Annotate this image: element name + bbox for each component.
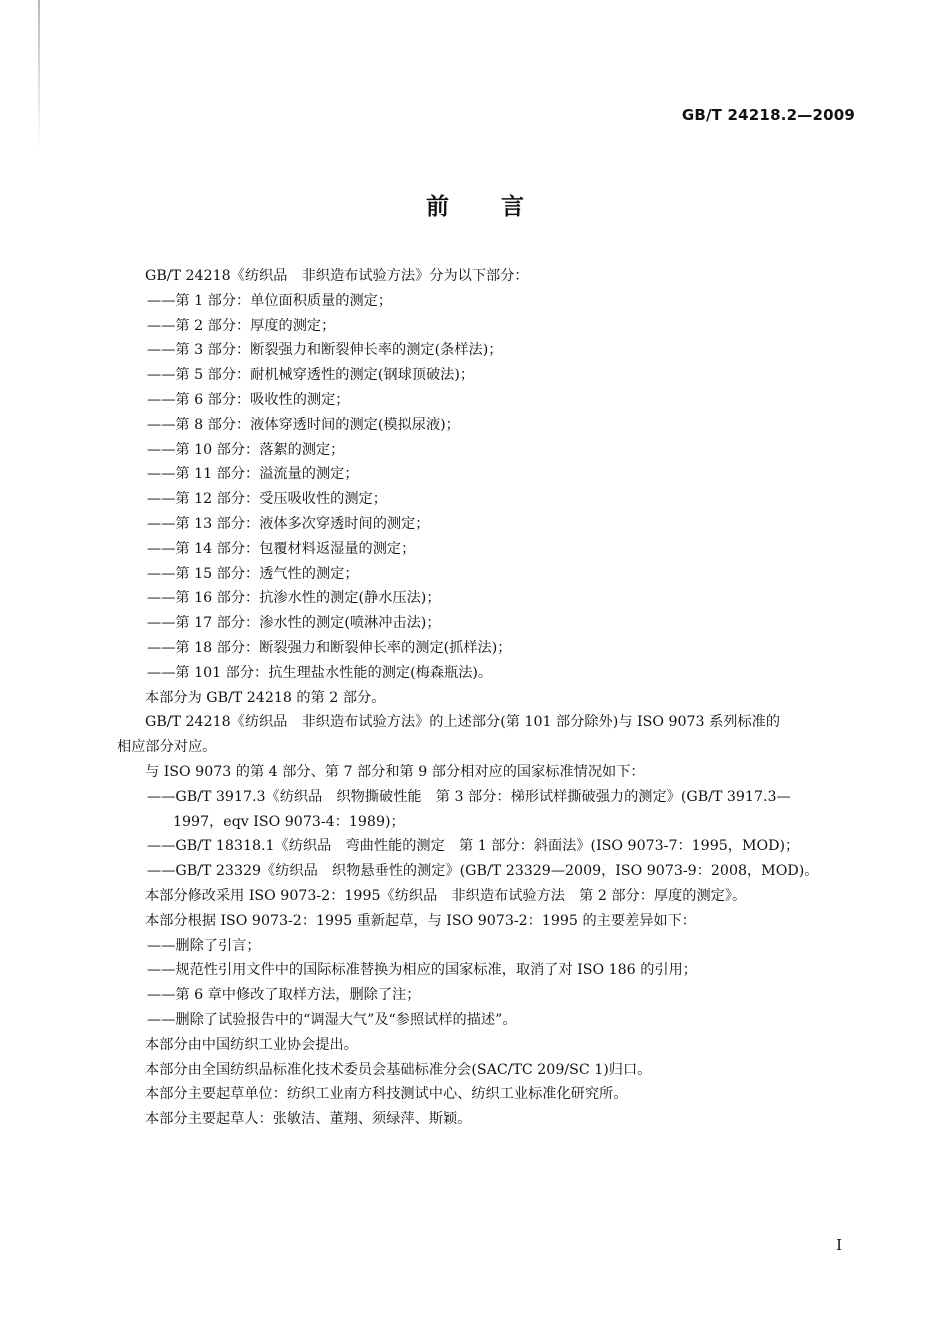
- national-standard-item: ——GB/T 18318.1《纺织品 弯曲性能的测定 第 1 部分：斜面法》(ISO 9073-7：1995，MOD)；: [147, 838, 800, 855]
- part-list-item: ——第 16 部分：抗渗水性的测定(静水压法)；: [147, 590, 441, 607]
- centralized-by-paragraph: 本部分由全国纺织品标准化技术委员会基础标准分会(SAC/TC 209/SC 1)归口。: [145, 1061, 652, 1078]
- proposed-by-paragraph: 本部分由中国纺织工业协会提出。: [145, 1036, 358, 1053]
- part-list-item: ——第 8 部分：液体穿透时间的测定(模拟尿液)；: [147, 416, 460, 433]
- part-list-item: ——第 101 部分：抗生理盐水性能的测定(梅森瓶法)。: [147, 664, 493, 681]
- part-list-item: ——第 6 部分：吸收性的测定；: [147, 391, 350, 408]
- drafting-units-paragraph: 本部分主要起草单位：纺织工业南方科技测试中心、纺织工业标准化研究所。: [145, 1086, 628, 1103]
- part-list-item: ——第 13 部分：液体多次穿透时间的测定；: [147, 515, 430, 532]
- modification-paragraph: 本部分修改采用 ISO 9073-2：1995《纺织品 非织造布试验方法 第 2 部分：厚度的测定》。: [145, 887, 747, 904]
- difference-item: ——删除了试验报告中的“调湿大气”及“参照试样的描述”。: [147, 1011, 517, 1028]
- difference-item: ——删除了引言；: [147, 937, 261, 954]
- national-standard-item-continuation: 1997，eqv ISO 9073-4：1989)；: [173, 813, 405, 830]
- page-title: 前言: [426, 194, 576, 220]
- part-list-item: ——第 14 部分：包覆材料返湿量的测定；: [147, 540, 416, 557]
- differences-intro: 本部分根据 ISO 9073-2：1995 重新起草，与 ISO 9073-2：1995 的主要差异如下：: [145, 912, 696, 929]
- difference-item: ——规范性引用文件中的国际标准替换为相应的国家标准，取消了对 ISO 186 的引用；: [147, 962, 697, 979]
- part-list-item: ——第 10 部分：落絮的测定；: [147, 441, 345, 458]
- national-standard-item: ——GB/T 3917.3《纺织品 织物撕破性能 第 3 部分：梯形试样撕破强力的测定》(GB/T 3917.3—: [147, 788, 791, 805]
- part-list-item: ——第 15 部分：透气性的测定；: [147, 565, 359, 582]
- part-list-item: ——第 11 部分：溢流量的测定；: [147, 466, 359, 483]
- part-list-item: ——第 18 部分：断裂强力和断裂伸长率的测定(抓样法)；: [147, 639, 512, 656]
- part-list-item: ——第 5 部分：耐机械穿透性的测定(钢球顶破法)；: [147, 367, 475, 384]
- page-number: I: [836, 1236, 842, 1254]
- preface-body: [117, 264, 857, 1132]
- national-standard-item: ——GB/T 23329《纺织品 织物悬垂性的测定》(GB/T 23329—2009，ISO 9073-9：2008，MOD)。: [147, 863, 819, 880]
- intro-paragraph: GB/T 24218《纺织品 非织造布试验方法》分为以下部分：: [145, 268, 529, 284]
- scan-edge: [38, 0, 40, 150]
- national-standards-intro: 与 ISO 9073 的第 4 部分、第 7 部分和第 9 部分相对应的国家标准情况如下：: [145, 763, 645, 780]
- part-list-item: ——第 12 部分：受压吸收性的测定；: [147, 491, 387, 508]
- correspondence-paragraph-line: 相应部分对应。: [117, 739, 217, 756]
- part-list-item: ——第 3 部分：断裂强力和断裂伸长率的测定(条样法)；: [147, 342, 503, 359]
- this-part-paragraph: 本部分为 GB/T 24218 的第 2 部分。: [145, 689, 386, 706]
- part-list-item: ——第 17 部分：渗水性的测定(喷淋冲击法)；: [147, 615, 441, 632]
- correspondence-paragraph-line: GB/T 24218《纺织品 非织造布试验方法》的上述部分(第 101 部分除外)与 ISO 9073 系列标准的: [145, 714, 781, 731]
- part-list-item: ——第 2 部分：厚度的测定；: [147, 317, 336, 334]
- standard-number: GB/T 24218.2—2009: [681, 106, 855, 124]
- drafters-paragraph: 本部分主要起草人：张敏洁、董翔、须绿萍、斯颖。: [145, 1111, 472, 1128]
- part-list-item: ——第 1 部分：单位面积质量的测定；: [147, 292, 393, 309]
- difference-item: ——第 6 章中修改了取样方法，删除了注；: [147, 987, 421, 1004]
